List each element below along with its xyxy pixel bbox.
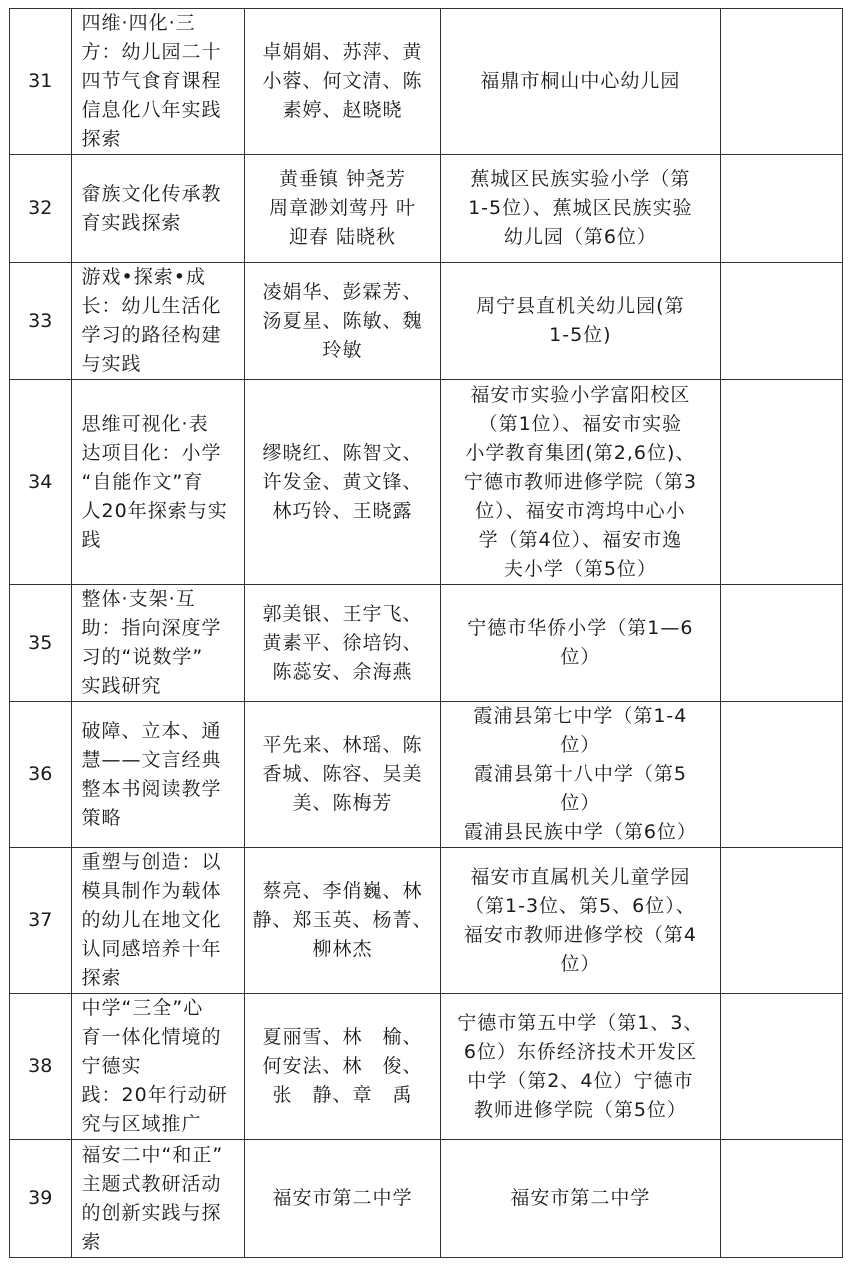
project-title-line: 福安二中“和正” xyxy=(81,1143,224,1166)
project-title-line: 四节气食育课程 xyxy=(81,70,222,92)
units-cell-line: 位）、福安市湾坞中心小 xyxy=(475,499,686,522)
project-title-line: “自能作文”育 xyxy=(81,470,204,493)
row-number: 34 xyxy=(10,380,72,585)
project-title-line: 思维可视化·表 xyxy=(81,412,209,435)
table-row xyxy=(10,702,843,848)
authors-cell xyxy=(245,9,441,155)
units-cell-line: 福安市第二中学 xyxy=(510,1187,651,1209)
project-title-line: 主题式教研活动 xyxy=(81,1172,222,1195)
authors-cell xyxy=(245,263,441,380)
authors-cell-line: 张 静、章 禹 xyxy=(272,1084,413,1106)
project-title-line: 达项目化：小学 xyxy=(81,441,222,464)
project-title-line: 究与区域推广 xyxy=(81,1113,202,1135)
row-number: 38 xyxy=(10,994,72,1140)
units-cell xyxy=(440,380,720,585)
project-title-line: 助：指向深度学 xyxy=(81,617,222,639)
authors-cell-line: 卓娟娟、苏萍、黄 xyxy=(262,41,423,63)
units-cell-line: 位） xyxy=(560,952,601,975)
units-cell xyxy=(440,585,720,702)
units-cell-line: 霞浦县民族中学（第6位） xyxy=(463,821,697,843)
blank-cell xyxy=(720,702,842,848)
project-title-line: 破障、立本、通 xyxy=(81,719,222,742)
units-cell-line: 宁德市教师进修学院（第3 xyxy=(463,470,697,493)
table-row xyxy=(10,848,843,994)
project-title-line: 习的“说数学” xyxy=(81,646,204,668)
project-title-line: 践 xyxy=(81,528,102,551)
project-title-line: 探索 xyxy=(81,128,122,150)
blank-cell xyxy=(720,585,842,702)
project-title-line: 慧——文言经典 xyxy=(81,748,222,771)
units-cell-line: 夫小学（第5位） xyxy=(503,557,657,580)
units-cell-line: 福鼎市桐山中心幼儿园 xyxy=(480,70,681,92)
units-cell-line: 福安市直属机关儿童学园 xyxy=(470,865,691,888)
project-title-line: 模具制作为载体 xyxy=(81,880,222,902)
authors-cell-line: 陈蕊安、余海燕 xyxy=(272,660,413,683)
project-title-line: 人20年探索与实 xyxy=(81,499,228,522)
authors-cell-line: 汤夏星、陈敏、魏 xyxy=(262,309,423,332)
project-title-line: 践：20年行动研 xyxy=(81,1084,228,1106)
authors-cell xyxy=(245,702,441,848)
units-cell-line: 宁德市华侨小学（第1—6 xyxy=(467,617,694,639)
table-row xyxy=(10,263,843,380)
project-title xyxy=(71,994,245,1140)
units-cell xyxy=(440,702,720,848)
authors-cell xyxy=(245,1140,441,1258)
authors-cell-line: 缪晓红、陈智文、 xyxy=(262,441,423,464)
project-title-line: 认同感培养十年 xyxy=(81,938,222,960)
units-cell-line: （第1位）、福安市实验 xyxy=(478,412,683,435)
blank-cell xyxy=(720,380,842,585)
authors-cell xyxy=(245,848,441,994)
blank-cell xyxy=(720,1140,842,1258)
project-title-line: 整本书阅读教学 xyxy=(81,777,222,800)
table-row xyxy=(10,155,843,263)
units-cell-line: 位） xyxy=(560,734,601,756)
project-title-line: 四维·四化·三 xyxy=(81,12,196,34)
project-title xyxy=(71,9,245,155)
project-title-line: 的创新实践与探 xyxy=(81,1201,222,1224)
authors-cell-line: 蔡亮、李俏巍、林 xyxy=(262,880,423,902)
units-cell-line: 幼儿园（第6位） xyxy=(503,226,657,248)
project-title xyxy=(71,702,245,848)
units-cell-line: （第1-3位、第5、6位）、 xyxy=(465,894,696,917)
table-row xyxy=(10,1140,843,1258)
units-cell xyxy=(440,263,720,380)
project-title-line: 育实践探索 xyxy=(81,211,182,234)
authors-cell-line: 郭美银、王宇飞、 xyxy=(262,602,423,625)
project-title-line: 畲族文化传承教 xyxy=(81,182,222,205)
table-row xyxy=(10,9,843,155)
authors-cell xyxy=(245,585,441,702)
project-title-line: 中学“三全”心 xyxy=(81,997,204,1019)
authors-cell xyxy=(245,380,441,585)
project-title-line: 整体·支架·互 xyxy=(81,588,196,610)
project-title-line: 育一体化情境的 xyxy=(81,1026,222,1048)
blank-cell xyxy=(720,155,842,263)
project-title-line: 的幼儿在地文化 xyxy=(81,909,222,931)
units-cell-line: 小学教育集团(第2,6位)、 xyxy=(465,441,696,464)
blank-cell xyxy=(720,994,842,1140)
authors-cell xyxy=(245,994,441,1140)
project-title xyxy=(71,263,245,380)
project-title-line: 宁德实 xyxy=(81,1055,142,1077)
table-row xyxy=(10,994,843,1140)
project-title-line: 策略 xyxy=(81,806,122,829)
awards-table xyxy=(9,8,843,1258)
authors-cell-line: 黄素平、徐培钧、 xyxy=(262,631,423,654)
table-row xyxy=(10,380,843,585)
authors-cell-line: 林巧铃、王晓露 xyxy=(272,499,413,522)
authors-cell-line: 玲敏 xyxy=(322,338,363,361)
authors-cell-line: 柳林杰 xyxy=(312,938,373,960)
authors-cell-line: 小蓉、何文清、陈 xyxy=(262,70,423,92)
project-title-line: 索 xyxy=(81,1230,102,1253)
units-cell xyxy=(440,9,720,155)
project-title-line: 长：幼儿生活化 xyxy=(81,295,222,317)
authors-cell-line: 许发金、黄文锋、 xyxy=(262,470,423,493)
project-title-line: 探索 xyxy=(81,967,122,989)
project-title-line: 与实践 xyxy=(81,353,142,375)
row-number: 31 xyxy=(10,9,72,155)
table-row xyxy=(10,585,843,702)
authors-cell-line: 何安法、林 俊、 xyxy=(262,1055,423,1077)
units-cell-line: 1-5位）、蕉城区民族实验 xyxy=(468,197,693,219)
units-cell-line: 中学（第2、4位）宁德市 xyxy=(467,1069,694,1092)
blank-cell xyxy=(720,263,842,380)
units-cell xyxy=(440,1140,720,1258)
units-cell-line: 周宁县直机关幼儿园(第 xyxy=(476,295,685,317)
project-title-line: 重塑与创造：以 xyxy=(81,851,222,873)
project-title xyxy=(71,585,245,702)
blank-cell xyxy=(720,9,842,155)
row-number: 36 xyxy=(10,702,72,848)
row-number: 32 xyxy=(10,155,72,263)
units-cell-line: 6位）东侨经济技术开发区 xyxy=(463,1040,697,1063)
authors-cell-line: 平先来、林瑶、陈 xyxy=(262,734,423,756)
authors-cell-line: 福安市第二中学 xyxy=(272,1187,413,1209)
row-number: 35 xyxy=(10,585,72,702)
authors-cell-line: 周章渺刘莺丹 叶 xyxy=(268,197,416,219)
authors-cell-line: 迎春 陆晓秋 xyxy=(288,226,396,248)
project-title-line: 学习的路径构建 xyxy=(81,324,222,346)
units-cell-line: 学（第4位）、福安市逸 xyxy=(478,528,683,551)
units-cell-line: 福安市实验小学富阳校区 xyxy=(470,383,691,406)
units-cell xyxy=(440,848,720,994)
units-cell-line: 霞浦县第七中学（第1-4 xyxy=(473,705,688,727)
project-title xyxy=(71,1140,245,1258)
authors-cell-line: 香城、陈容、吴美 xyxy=(262,763,423,785)
units-cell-line: 位） xyxy=(560,646,601,668)
authors-cell-line: 黄垂镇 钟尧芳 xyxy=(278,168,406,190)
project-title xyxy=(71,380,245,585)
project-title-line: 游戏•探索•成 xyxy=(81,266,206,288)
authors-cell-line: 夏丽雪、林 榆、 xyxy=(262,1026,423,1048)
units-cell-line: 蕉城区民族实验小学（第 xyxy=(470,168,691,190)
row-number: 37 xyxy=(10,848,72,994)
units-cell-line: 位） xyxy=(560,792,601,814)
authors-cell-line: 素婷、赵晓晓 xyxy=(282,99,403,121)
row-number: 33 xyxy=(10,263,72,380)
project-title-line: 信息化八年实践 xyxy=(81,99,222,121)
units-cell-line: 福安市教师进修学校（第4 xyxy=(463,923,697,946)
project-title xyxy=(71,155,245,263)
units-cell-line: 宁德市第五中学（第1、3、 xyxy=(457,1011,704,1034)
authors-cell-line: 凌娟华、彭霖芳、 xyxy=(262,280,423,303)
project-title xyxy=(71,848,245,994)
project-title-line: 实践研究 xyxy=(81,675,162,697)
units-cell-line: 1-5位) xyxy=(549,324,612,346)
units-cell xyxy=(440,155,720,263)
authors-cell-line: 静、郑玉英、杨菁、 xyxy=(252,909,433,931)
units-cell-line: 霞浦县第十八中学（第5 xyxy=(473,763,687,785)
units-cell-line: 教师进修学院（第5位） xyxy=(473,1098,687,1121)
row-number: 39 xyxy=(10,1140,72,1258)
blank-cell xyxy=(720,848,842,994)
authors-cell-line: 美、陈梅芳 xyxy=(292,792,393,814)
units-cell xyxy=(440,994,720,1140)
authors-cell xyxy=(245,155,441,263)
project-title-line: 方：幼儿园二十 xyxy=(81,41,222,63)
